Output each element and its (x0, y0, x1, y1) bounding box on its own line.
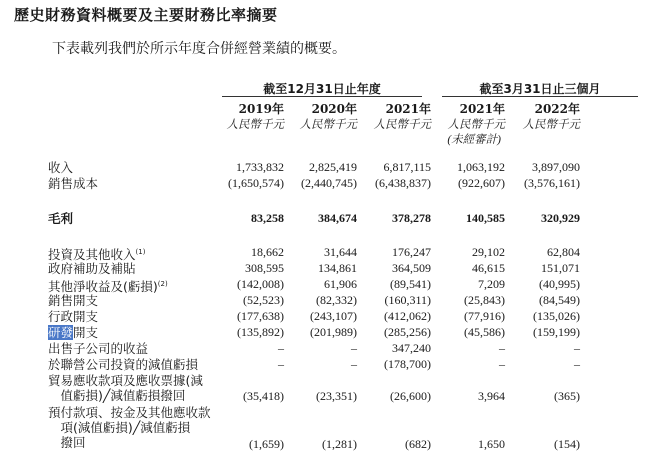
column-year-3: 2021年 (459, 102, 505, 116)
table-cell: (682) (405, 437, 431, 451)
row-label-text: 開支 (73, 325, 99, 340)
row-label-line: 預付款項、按金及其他應收款 (48, 405, 211, 420)
row-label-text: 出售子公司的收益 (48, 341, 149, 356)
table-cell: (1,281) (322, 437, 357, 451)
row-label-text: 行政開支 (48, 309, 99, 324)
table-cell: (365) (554, 389, 580, 403)
table-cell: – (574, 357, 580, 371)
table-cell: (1,650,574) (228, 176, 284, 190)
table-cell: (412,062) (384, 309, 431, 323)
table-cell: (45,586) (464, 325, 505, 339)
column-unit-0: 人民幣千元 (226, 119, 284, 131)
table-cell: (89,541) (390, 277, 431, 291)
table-cell: (40,995) (539, 277, 580, 291)
row-label-text: 於聯營公司投資的減值虧損 (48, 357, 199, 372)
table-cell: (160,311) (384, 293, 431, 307)
table-cell: 62,804 (547, 245, 580, 259)
table-cell: (177,638) (237, 309, 284, 323)
table-cell: (178,700) (384, 357, 431, 371)
table-cell: 29,102 (472, 245, 505, 259)
table-cell: 320,929 (541, 211, 580, 225)
table-cell: 61,906 (324, 277, 357, 291)
row-label (48, 261, 136, 276)
table-cell: (6,438,837) (375, 176, 431, 190)
table-cell: 151,071 (541, 261, 580, 275)
table-cell: 7,209 (478, 277, 505, 291)
table-cell: 1,733,832 (236, 160, 284, 174)
group-rule-year (222, 96, 422, 97)
group-header-quarter: 截至3月31日止三個月 (479, 82, 601, 96)
table-cell: 1,063,192 (457, 160, 505, 174)
table-cell: 83,258 (251, 211, 284, 225)
table-cell: 6,817,115 (383, 160, 431, 174)
column-note-3: (未經審計) (447, 134, 501, 146)
row-label-line: 撥回 (48, 435, 86, 450)
table-cell: (142,008) (237, 277, 284, 291)
row-label-text: 毛利 (48, 211, 74, 226)
row-label-text: 其他淨收益及(虧損) (48, 279, 158, 295)
table-cell: 3,897,090 (532, 160, 580, 174)
row-label (48, 341, 148, 356)
page-title: 歷史財務資料概要及主要財務比率摘要 (14, 6, 278, 24)
table-cell: 46,615 (472, 261, 505, 275)
group-header-year: 截至12月31日止年度 (263, 82, 381, 96)
row-label-text: 投資及其他收入 (48, 247, 136, 263)
table-cell: 308,595 (245, 261, 284, 275)
table-cell: – (499, 341, 505, 355)
row-label (48, 245, 145, 262)
column-year-0: 2019年 (238, 102, 284, 116)
table-cell: (25,843) (464, 293, 505, 307)
column-unit-3: 人民幣千元 (447, 119, 505, 131)
column-unit-4: 人民幣千元 (522, 119, 580, 131)
table-cell: (159,199) (533, 325, 580, 339)
row-label-line: 值虧損)╱減值虧損撥回 (48, 388, 186, 403)
table-cell: (201,989) (310, 325, 357, 339)
table-cell: (52,523) (243, 293, 284, 307)
table-cell: 18,662 (251, 245, 284, 259)
row-label (48, 309, 98, 324)
row-label-line: 項(減值虧損)╱減值虧損 (48, 420, 191, 435)
table-cell: – (278, 357, 284, 371)
table-cell: (23,351) (316, 389, 357, 403)
table-cell: – (351, 341, 357, 355)
row-label (48, 176, 98, 191)
table-cell: (77,916) (464, 309, 505, 323)
table-cell: 134,861 (318, 261, 357, 275)
row-label (48, 373, 203, 403)
row-label (48, 160, 73, 175)
table-cell: (154) (554, 437, 580, 451)
table-cell: 1,650 (478, 437, 505, 451)
table-cell: (82,332) (316, 293, 357, 307)
row-label (48, 293, 98, 308)
table-cell: 140,585 (466, 211, 505, 225)
row-label-text: 政府補助及補貼 (48, 261, 136, 276)
row-label (48, 211, 73, 226)
table-cell: – (574, 341, 580, 355)
table-cell: 176,247 (392, 245, 431, 259)
table-cell: – (351, 357, 357, 371)
column-unit-1: 人民幣千元 (299, 119, 357, 131)
row-label-text: 收入 (48, 160, 74, 175)
table-cell: (3,576,161) (524, 176, 580, 190)
group-rule-quarter (442, 96, 638, 97)
intro-text: 下表載列我們於所示年度合併經營業績的概要。 (52, 41, 346, 57)
column-year-1: 2020年 (311, 102, 357, 116)
table-cell: – (278, 341, 284, 355)
table-cell: 378,278 (392, 211, 431, 225)
table-cell: (26,600) (390, 389, 431, 403)
table-cell: 31,644 (324, 245, 357, 259)
highlighted-text: 研發 (48, 325, 74, 340)
column-year-2: 2021年 (385, 102, 431, 116)
table-cell: (2,440,745) (301, 176, 357, 190)
row-label-text: 銷售成本 (48, 176, 99, 191)
table-cell: 3,964 (478, 389, 505, 403)
row-label (48, 325, 98, 340)
table-cell: (84,549) (539, 293, 580, 307)
footnote-ref: (2) (157, 280, 168, 288)
table-cell: (285,256) (384, 325, 431, 339)
table-cell: (922,607) (458, 176, 505, 190)
table-cell: – (499, 357, 505, 371)
table-cell: 2,825,419 (309, 160, 357, 174)
row-label-line: 貿易應收款項及應收票據(減 (48, 373, 203, 388)
table-cell: 384,674 (318, 211, 357, 225)
table-cell: (243,107) (310, 309, 357, 323)
footnote-ref: (1) (135, 248, 146, 256)
row-label (48, 357, 198, 372)
table-cell: (1,659) (249, 437, 284, 451)
row-label-text: 銷售開支 (48, 293, 99, 308)
table-cell: 347,240 (392, 341, 431, 355)
column-year-4: 2022年 (534, 102, 580, 116)
table-cell: (35,418) (243, 389, 284, 403)
table-cell: 364,509 (392, 261, 431, 275)
table-cell: (135,026) (533, 309, 580, 323)
column-unit-2: 人民幣千元 (373, 119, 431, 131)
row-label (48, 277, 168, 294)
table-cell: (135,892) (237, 325, 284, 339)
